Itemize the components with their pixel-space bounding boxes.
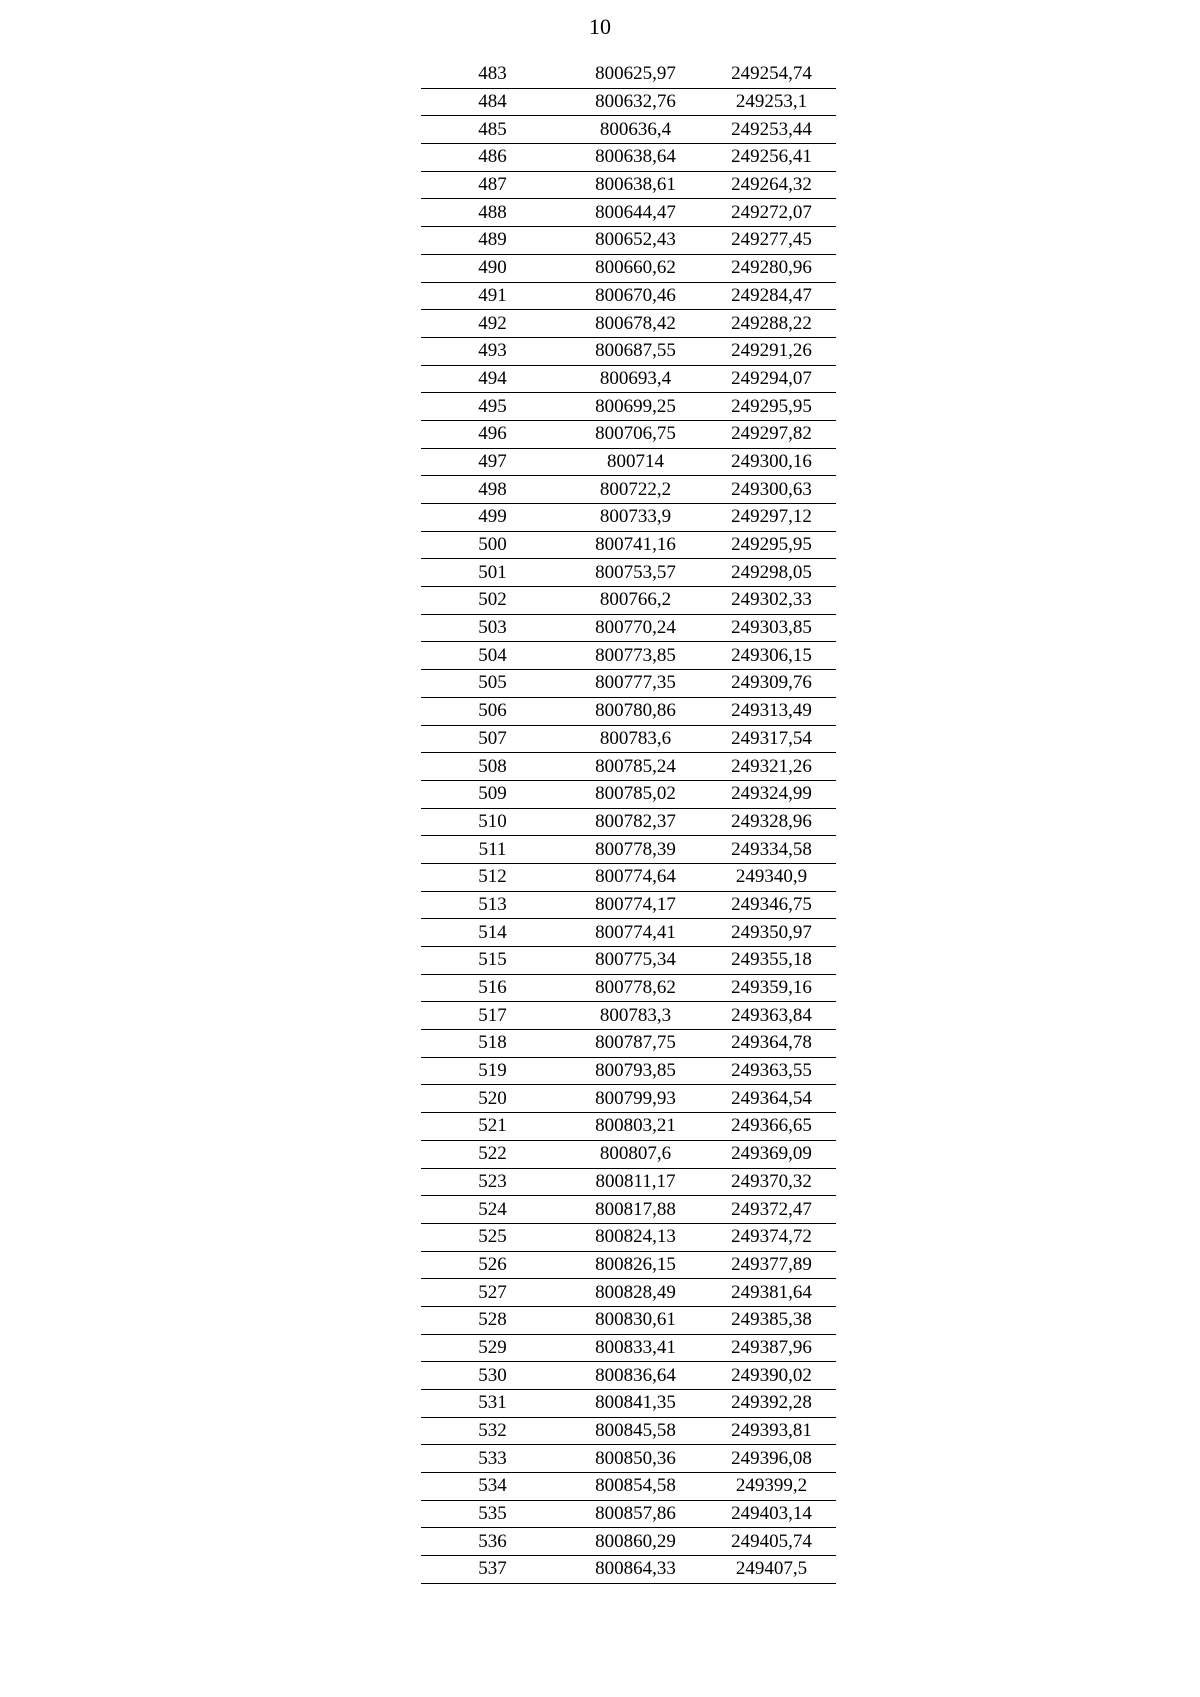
y-coordinate-cell: 249399,2	[707, 1473, 836, 1501]
y-coordinate-cell: 249350,97	[707, 919, 836, 947]
point-number-cell: 486	[421, 144, 564, 172]
point-number-cell: 485	[421, 116, 564, 144]
y-coordinate-cell: 249253,1	[707, 88, 836, 116]
table-row	[421, 171, 836, 199]
x-coordinate-cell: 800687,55	[564, 337, 707, 365]
table-row	[421, 1528, 836, 1556]
x-coordinate-cell: 800775,34	[564, 947, 707, 975]
table-row	[421, 1362, 836, 1390]
table-row	[421, 1251, 836, 1279]
point-number-cell: 510	[421, 808, 564, 836]
y-coordinate-cell: 249284,47	[707, 282, 836, 310]
x-coordinate-cell: 800636,4	[564, 116, 707, 144]
point-number-cell: 492	[421, 310, 564, 338]
point-number-cell: 522	[421, 1140, 564, 1168]
table-row	[421, 780, 836, 808]
y-coordinate-cell: 249403,14	[707, 1500, 836, 1528]
y-coordinate-cell: 249392,28	[707, 1390, 836, 1418]
x-coordinate-cell: 800644,47	[564, 199, 707, 227]
x-coordinate-cell: 800678,42	[564, 310, 707, 338]
y-coordinate-cell: 249340,9	[707, 863, 836, 891]
table-row	[421, 974, 836, 1002]
table-row	[421, 1306, 836, 1334]
y-coordinate-cell: 249297,82	[707, 420, 836, 448]
y-coordinate-cell: 249364,54	[707, 1085, 836, 1113]
x-coordinate-cell: 800854,58	[564, 1473, 707, 1501]
x-coordinate-cell: 800766,2	[564, 587, 707, 615]
x-coordinate-cell: 800850,36	[564, 1445, 707, 1473]
point-number-cell: 511	[421, 836, 564, 864]
x-coordinate-cell: 800824,13	[564, 1223, 707, 1251]
y-coordinate-cell: 249405,74	[707, 1528, 836, 1556]
x-coordinate-cell: 800841,35	[564, 1390, 707, 1418]
point-number-cell: 505	[421, 670, 564, 698]
x-coordinate-cell: 800807,6	[564, 1140, 707, 1168]
table-row	[421, 1417, 836, 1445]
y-coordinate-cell: 249355,18	[707, 947, 836, 975]
table-row	[421, 282, 836, 310]
x-coordinate-cell: 800778,62	[564, 974, 707, 1002]
point-number-cell: 509	[421, 780, 564, 808]
point-number-cell: 497	[421, 448, 564, 476]
table-row	[421, 753, 836, 781]
point-number-cell: 532	[421, 1417, 564, 1445]
table-row	[421, 1168, 836, 1196]
x-coordinate-cell: 800706,75	[564, 420, 707, 448]
x-coordinate-cell: 800785,24	[564, 753, 707, 781]
y-coordinate-cell: 249280,96	[707, 254, 836, 282]
x-coordinate-cell: 800817,88	[564, 1196, 707, 1224]
table-row	[421, 725, 836, 753]
point-number-cell: 525	[421, 1223, 564, 1251]
y-coordinate-cell: 249328,96	[707, 808, 836, 836]
y-coordinate-cell: 249295,95	[707, 531, 836, 559]
point-number-cell: 506	[421, 697, 564, 725]
y-coordinate-cell: 249374,72	[707, 1223, 836, 1251]
point-number-cell: 500	[421, 531, 564, 559]
table-row	[421, 61, 836, 88]
y-coordinate-cell: 249334,58	[707, 836, 836, 864]
x-coordinate-cell: 800833,41	[564, 1334, 707, 1362]
point-number-cell: 513	[421, 891, 564, 919]
x-coordinate-cell: 800778,39	[564, 836, 707, 864]
x-coordinate-cell: 800714	[564, 448, 707, 476]
table-row	[421, 947, 836, 975]
x-coordinate-cell: 800777,35	[564, 670, 707, 698]
y-coordinate-cell: 249272,07	[707, 199, 836, 227]
table-row	[421, 365, 836, 393]
x-coordinate-cell: 800699,25	[564, 393, 707, 421]
y-coordinate-cell: 249407,5	[707, 1556, 836, 1584]
x-coordinate-cell: 800799,93	[564, 1085, 707, 1113]
x-coordinate-cell: 800826,15	[564, 1251, 707, 1279]
point-number-cell: 483	[421, 61, 564, 88]
table-row	[421, 337, 836, 365]
table-row	[421, 808, 836, 836]
y-coordinate-cell: 249288,22	[707, 310, 836, 338]
point-number-cell: 494	[421, 365, 564, 393]
y-coordinate-cell: 249381,64	[707, 1279, 836, 1307]
table-row	[421, 642, 836, 670]
y-coordinate-cell: 249346,75	[707, 891, 836, 919]
point-number-cell: 489	[421, 227, 564, 255]
point-number-cell: 529	[421, 1334, 564, 1362]
table-row	[421, 1085, 836, 1113]
table-row	[421, 227, 836, 255]
x-coordinate-cell: 800741,16	[564, 531, 707, 559]
x-coordinate-cell: 800811,17	[564, 1168, 707, 1196]
y-coordinate-cell: 249363,84	[707, 1002, 836, 1030]
table-row	[421, 1057, 836, 1085]
table-row	[421, 1196, 836, 1224]
table-row	[421, 1334, 836, 1362]
table-row	[421, 1140, 836, 1168]
point-number-cell: 536	[421, 1528, 564, 1556]
y-coordinate-cell: 249393,81	[707, 1417, 836, 1445]
x-coordinate-cell: 800780,86	[564, 697, 707, 725]
y-coordinate-cell: 249317,54	[707, 725, 836, 753]
table-row	[421, 836, 836, 864]
coordinates-table-body	[421, 61, 836, 1583]
x-coordinate-cell: 800638,64	[564, 144, 707, 172]
table-row	[421, 144, 836, 172]
table-row	[421, 88, 836, 116]
y-coordinate-cell: 249254,74	[707, 61, 836, 88]
y-coordinate-cell: 249277,45	[707, 227, 836, 255]
x-coordinate-cell: 800770,24	[564, 614, 707, 642]
y-coordinate-cell: 249366,65	[707, 1113, 836, 1141]
x-coordinate-cell: 800774,64	[564, 863, 707, 891]
page-number: 10	[589, 14, 611, 39]
table-row	[421, 670, 836, 698]
y-coordinate-cell: 249302,33	[707, 587, 836, 615]
table-row	[421, 1223, 836, 1251]
point-number-cell: 502	[421, 587, 564, 615]
x-coordinate-cell: 800693,4	[564, 365, 707, 393]
table-row	[421, 254, 836, 282]
point-number-cell: 490	[421, 254, 564, 282]
x-coordinate-cell: 800638,61	[564, 171, 707, 199]
point-number-cell: 512	[421, 863, 564, 891]
point-number-cell: 508	[421, 753, 564, 781]
x-coordinate-cell: 800860,29	[564, 1528, 707, 1556]
x-coordinate-cell: 800782,37	[564, 808, 707, 836]
point-number-cell: 516	[421, 974, 564, 1002]
x-coordinate-cell: 800836,64	[564, 1362, 707, 1390]
table-row	[421, 1390, 836, 1418]
y-coordinate-cell: 249321,26	[707, 753, 836, 781]
y-coordinate-cell: 249294,07	[707, 365, 836, 393]
x-coordinate-cell: 800793,85	[564, 1057, 707, 1085]
x-coordinate-cell: 800783,3	[564, 1002, 707, 1030]
y-coordinate-cell: 249264,32	[707, 171, 836, 199]
x-coordinate-cell: 800733,9	[564, 504, 707, 532]
table-row	[421, 199, 836, 227]
y-coordinate-cell: 249291,26	[707, 337, 836, 365]
table-row	[421, 891, 836, 919]
point-number-cell: 515	[421, 947, 564, 975]
x-coordinate-cell: 800845,58	[564, 1417, 707, 1445]
table-row	[421, 697, 836, 725]
y-coordinate-cell: 249297,12	[707, 504, 836, 532]
y-coordinate-cell: 249377,89	[707, 1251, 836, 1279]
table-row	[421, 531, 836, 559]
table-row	[421, 1500, 836, 1528]
x-coordinate-cell: 800632,76	[564, 88, 707, 116]
y-coordinate-cell: 249372,47	[707, 1196, 836, 1224]
point-number-cell: 491	[421, 282, 564, 310]
x-coordinate-cell: 800773,85	[564, 642, 707, 670]
point-number-cell: 501	[421, 559, 564, 587]
x-coordinate-cell: 800774,41	[564, 919, 707, 947]
x-coordinate-cell: 800652,43	[564, 227, 707, 255]
y-coordinate-cell: 249300,63	[707, 476, 836, 504]
table-row	[421, 448, 836, 476]
y-coordinate-cell: 249369,09	[707, 1140, 836, 1168]
y-coordinate-cell: 249385,38	[707, 1306, 836, 1334]
x-coordinate-cell: 800722,2	[564, 476, 707, 504]
table-row	[421, 614, 836, 642]
point-number-cell: 527	[421, 1279, 564, 1307]
y-coordinate-cell: 249396,08	[707, 1445, 836, 1473]
point-number-cell: 523	[421, 1168, 564, 1196]
point-number-cell: 520	[421, 1085, 564, 1113]
table-row	[421, 116, 836, 144]
point-number-cell: 518	[421, 1030, 564, 1058]
y-coordinate-cell: 249303,85	[707, 614, 836, 642]
x-coordinate-cell: 800828,49	[564, 1279, 707, 1307]
point-number-cell: 535	[421, 1500, 564, 1528]
y-coordinate-cell: 249363,55	[707, 1057, 836, 1085]
y-coordinate-cell: 249295,95	[707, 393, 836, 421]
table-row	[421, 1556, 836, 1584]
table-row	[421, 919, 836, 947]
y-coordinate-cell: 249387,96	[707, 1334, 836, 1362]
x-coordinate-cell: 800774,17	[564, 891, 707, 919]
y-coordinate-cell: 249298,05	[707, 559, 836, 587]
x-coordinate-cell: 800785,02	[564, 780, 707, 808]
point-number-cell: 488	[421, 199, 564, 227]
table-row	[421, 1113, 836, 1141]
x-coordinate-cell: 800625,97	[564, 61, 707, 88]
point-number-cell: 519	[421, 1057, 564, 1085]
y-coordinate-cell: 249324,99	[707, 780, 836, 808]
x-coordinate-cell: 800830,61	[564, 1306, 707, 1334]
point-number-cell: 524	[421, 1196, 564, 1224]
table-row	[421, 863, 836, 891]
point-number-cell: 531	[421, 1390, 564, 1418]
point-number-cell: 498	[421, 476, 564, 504]
y-coordinate-cell: 249370,32	[707, 1168, 836, 1196]
table-row	[421, 504, 836, 532]
point-number-cell: 533	[421, 1445, 564, 1473]
x-coordinate-cell: 800753,57	[564, 559, 707, 587]
x-coordinate-cell: 800787,75	[564, 1030, 707, 1058]
point-number-cell: 537	[421, 1556, 564, 1584]
point-number-cell: 487	[421, 171, 564, 199]
y-coordinate-cell: 249253,44	[707, 116, 836, 144]
table-row	[421, 1030, 836, 1058]
point-number-cell: 526	[421, 1251, 564, 1279]
table-row	[421, 1445, 836, 1473]
point-number-cell: 499	[421, 504, 564, 532]
table-row	[421, 1279, 836, 1307]
point-number-cell: 528	[421, 1306, 564, 1334]
table-row	[421, 1473, 836, 1501]
table-row	[421, 310, 836, 338]
y-coordinate-cell: 249313,49	[707, 697, 836, 725]
x-coordinate-cell: 800660,62	[564, 254, 707, 282]
table-row	[421, 1002, 836, 1030]
point-number-cell: 507	[421, 725, 564, 753]
y-coordinate-cell: 249359,16	[707, 974, 836, 1002]
point-number-cell: 521	[421, 1113, 564, 1141]
point-number-cell: 530	[421, 1362, 564, 1390]
table-row	[421, 393, 836, 421]
y-coordinate-cell: 249300,16	[707, 448, 836, 476]
y-coordinate-cell: 249256,41	[707, 144, 836, 172]
coordinates-table	[421, 61, 836, 1584]
y-coordinate-cell: 249364,78	[707, 1030, 836, 1058]
y-coordinate-cell: 249309,76	[707, 670, 836, 698]
point-number-cell: 514	[421, 919, 564, 947]
x-coordinate-cell: 800783,6	[564, 725, 707, 753]
x-coordinate-cell: 800670,46	[564, 282, 707, 310]
point-number-cell: 484	[421, 88, 564, 116]
y-coordinate-cell: 249306,15	[707, 642, 836, 670]
point-number-cell: 496	[421, 420, 564, 448]
point-number-cell: 534	[421, 1473, 564, 1501]
table-row	[421, 420, 836, 448]
x-coordinate-cell: 800864,33	[564, 1556, 707, 1584]
x-coordinate-cell: 800857,86	[564, 1500, 707, 1528]
point-number-cell: 517	[421, 1002, 564, 1030]
table-row	[421, 476, 836, 504]
x-coordinate-cell: 800803,21	[564, 1113, 707, 1141]
y-coordinate-cell: 249390,02	[707, 1362, 836, 1390]
point-number-cell: 503	[421, 614, 564, 642]
point-number-cell: 495	[421, 393, 564, 421]
table-row	[421, 559, 836, 587]
table-row	[421, 587, 836, 615]
point-number-cell: 493	[421, 337, 564, 365]
point-number-cell: 504	[421, 642, 564, 670]
